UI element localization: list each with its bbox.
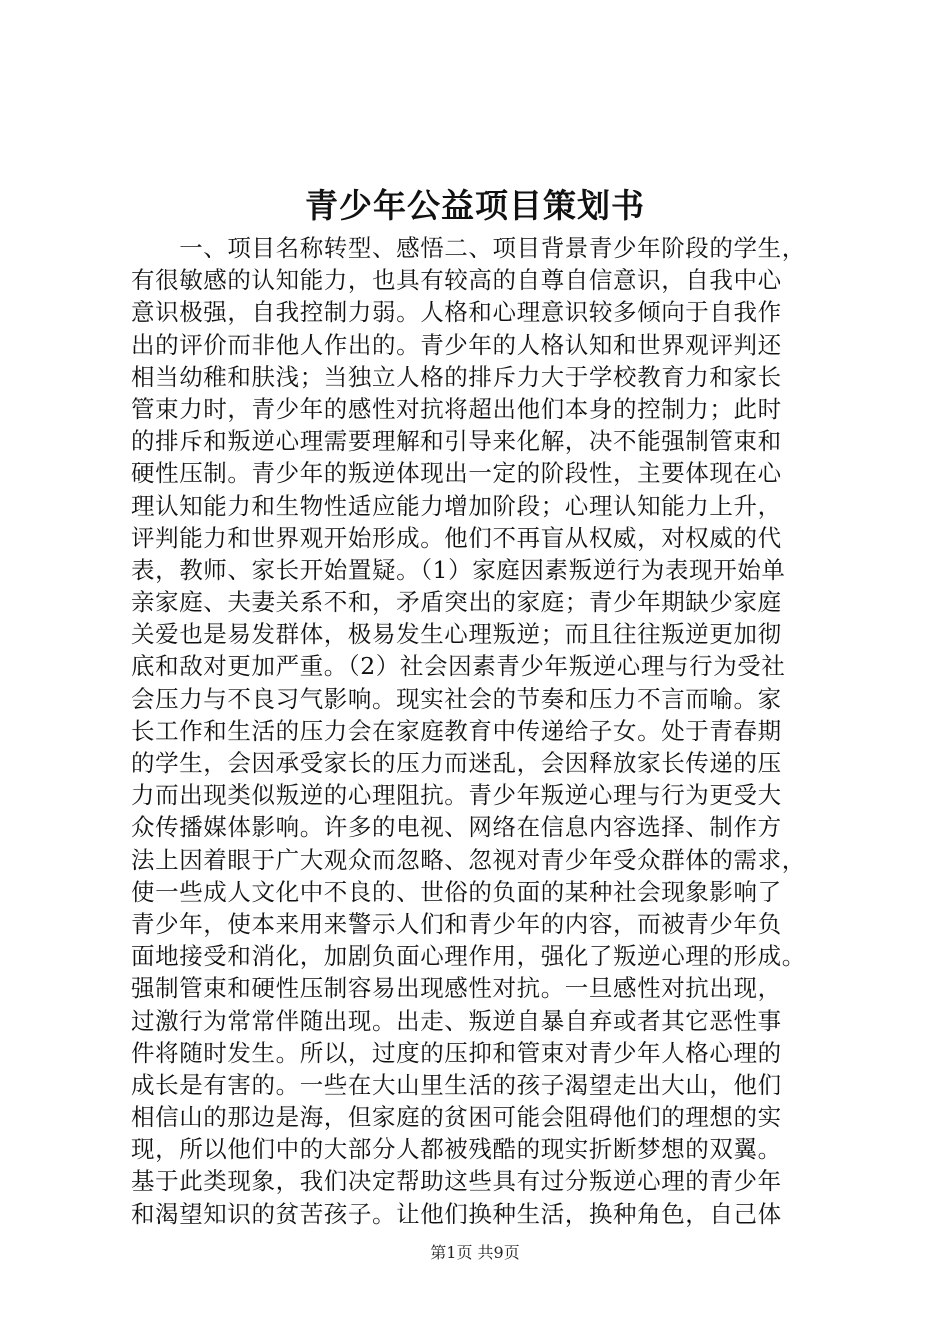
body-line: 相当幼稚和肤浅；当独立人格的排斥力大于学校教育力和家长 bbox=[131, 362, 782, 391]
body-line: 长工作和生活的压力会在家庭教育中传递给子女。处于青春期 bbox=[131, 716, 782, 745]
body-line: 力而出现类似叛逆的心理阻抗。青少年叛逆心理与行为更受大 bbox=[131, 781, 782, 810]
body-line: 表，教师、家长开始置疑。（1）家庭因素叛逆行为表现开始单 bbox=[131, 555, 786, 584]
body-line: 意识极强，自我控制力弱。人格和心理意识较多倾向于自我作 bbox=[131, 298, 782, 327]
document-title: 青少年公益项目策划书 bbox=[305, 186, 645, 225]
body-line: 亲家庭、夫妻关系不和，矛盾突出的家庭；青少年期缺少家庭 bbox=[131, 588, 782, 617]
body-line: 使一些成人文化中不良的、世俗的负面的某种社会现象影响了 bbox=[131, 877, 782, 906]
body-line: 面地接受和消化，加剧负面心理作用，强化了叛逆心理的形成。 bbox=[131, 942, 806, 971]
body-line: 件将随时发生。所以，过度的压抑和管束对青少年人格心理的 bbox=[131, 1038, 782, 1067]
body-line: 会压力与不良习气影响。现实社会的节奏和压力不言而喻。家 bbox=[131, 684, 782, 713]
body-line: 强制管束和硬性压制容易出现感性对抗。一旦感性对抗出现， bbox=[131, 974, 782, 1003]
body-line: 管束力时，青少年的感性对抗将超出他们本身的控制力；此时 bbox=[131, 394, 782, 423]
body-line: 成长是有害的。一些在大山里生活的孩子渴望走出大山，他们 bbox=[131, 1070, 782, 1099]
body-line: 的排斥和叛逆心理需要理解和引导来化解，决不能强制管束和 bbox=[131, 427, 782, 456]
body-line: 相信山的那边是海，但家庭的贫困可能会阻碍他们的理想的实 bbox=[131, 1103, 782, 1132]
body-line: 有很敏感的认知能力，也具有较高的自尊自信意识，自我中心 bbox=[131, 266, 782, 295]
body-line: 和渴望知识的贫苦孩子。让他们换种生活，换种角色，自己体 bbox=[131, 1199, 782, 1228]
body-line: 青少年，使本来用来警示人们和青少年的内容，而被青少年负 bbox=[131, 909, 782, 938]
body-line: 评判能力和世界观开始形成。他们不再盲从权威，对权威的代 bbox=[131, 523, 782, 552]
body-line: 过激行为常常伴随出现。出走、叛逆自暴自弃或者其它恶性事 bbox=[131, 1006, 782, 1035]
body-line: 出的评价而非他人作出的。青少年的人格认知和世界观评判还 bbox=[131, 330, 782, 359]
body-line: 硬性压制。青少年的叛逆体现出一定的阶段性，主要体现在心 bbox=[131, 459, 782, 488]
page-footer: 第1页 共9页 bbox=[430, 1243, 520, 1262]
body-line: 基于此类现象，我们决定帮助这些具有过分叛逆心理的青少年 bbox=[131, 1167, 782, 1196]
body-line: 众传播媒体影响。许多的电视、网络在信息内容选择、制作方 bbox=[131, 813, 782, 842]
body-line: 底和敌对更加严重。（2）社会因素青少年叛逆心理与行为受社 bbox=[131, 652, 786, 681]
body-line: 的学生，会因承受家长的压力而迷乱，会因释放家长传递的压 bbox=[131, 749, 782, 777]
body-line: 理认知能力和生物性适应能力增加阶段；心理认知能力上升， bbox=[131, 491, 782, 520]
body-line: 现，所以他们中的大部分人都被残酷的现实折断梦想的双翼。 bbox=[131, 1135, 782, 1164]
body-line: 法上因着眼于广大观众而忽略、忽视对青少年受众群体的需求， bbox=[131, 845, 806, 874]
body-line: 关爱也是易发群体，极易发生心理叛逆；而且往往叛逆更加彻 bbox=[131, 620, 782, 649]
body-line: 一、项目名称转型、感悟二、项目背景青少年阶段的学生， bbox=[131, 234, 806, 262]
document-body bbox=[131, 232, 831, 1230]
